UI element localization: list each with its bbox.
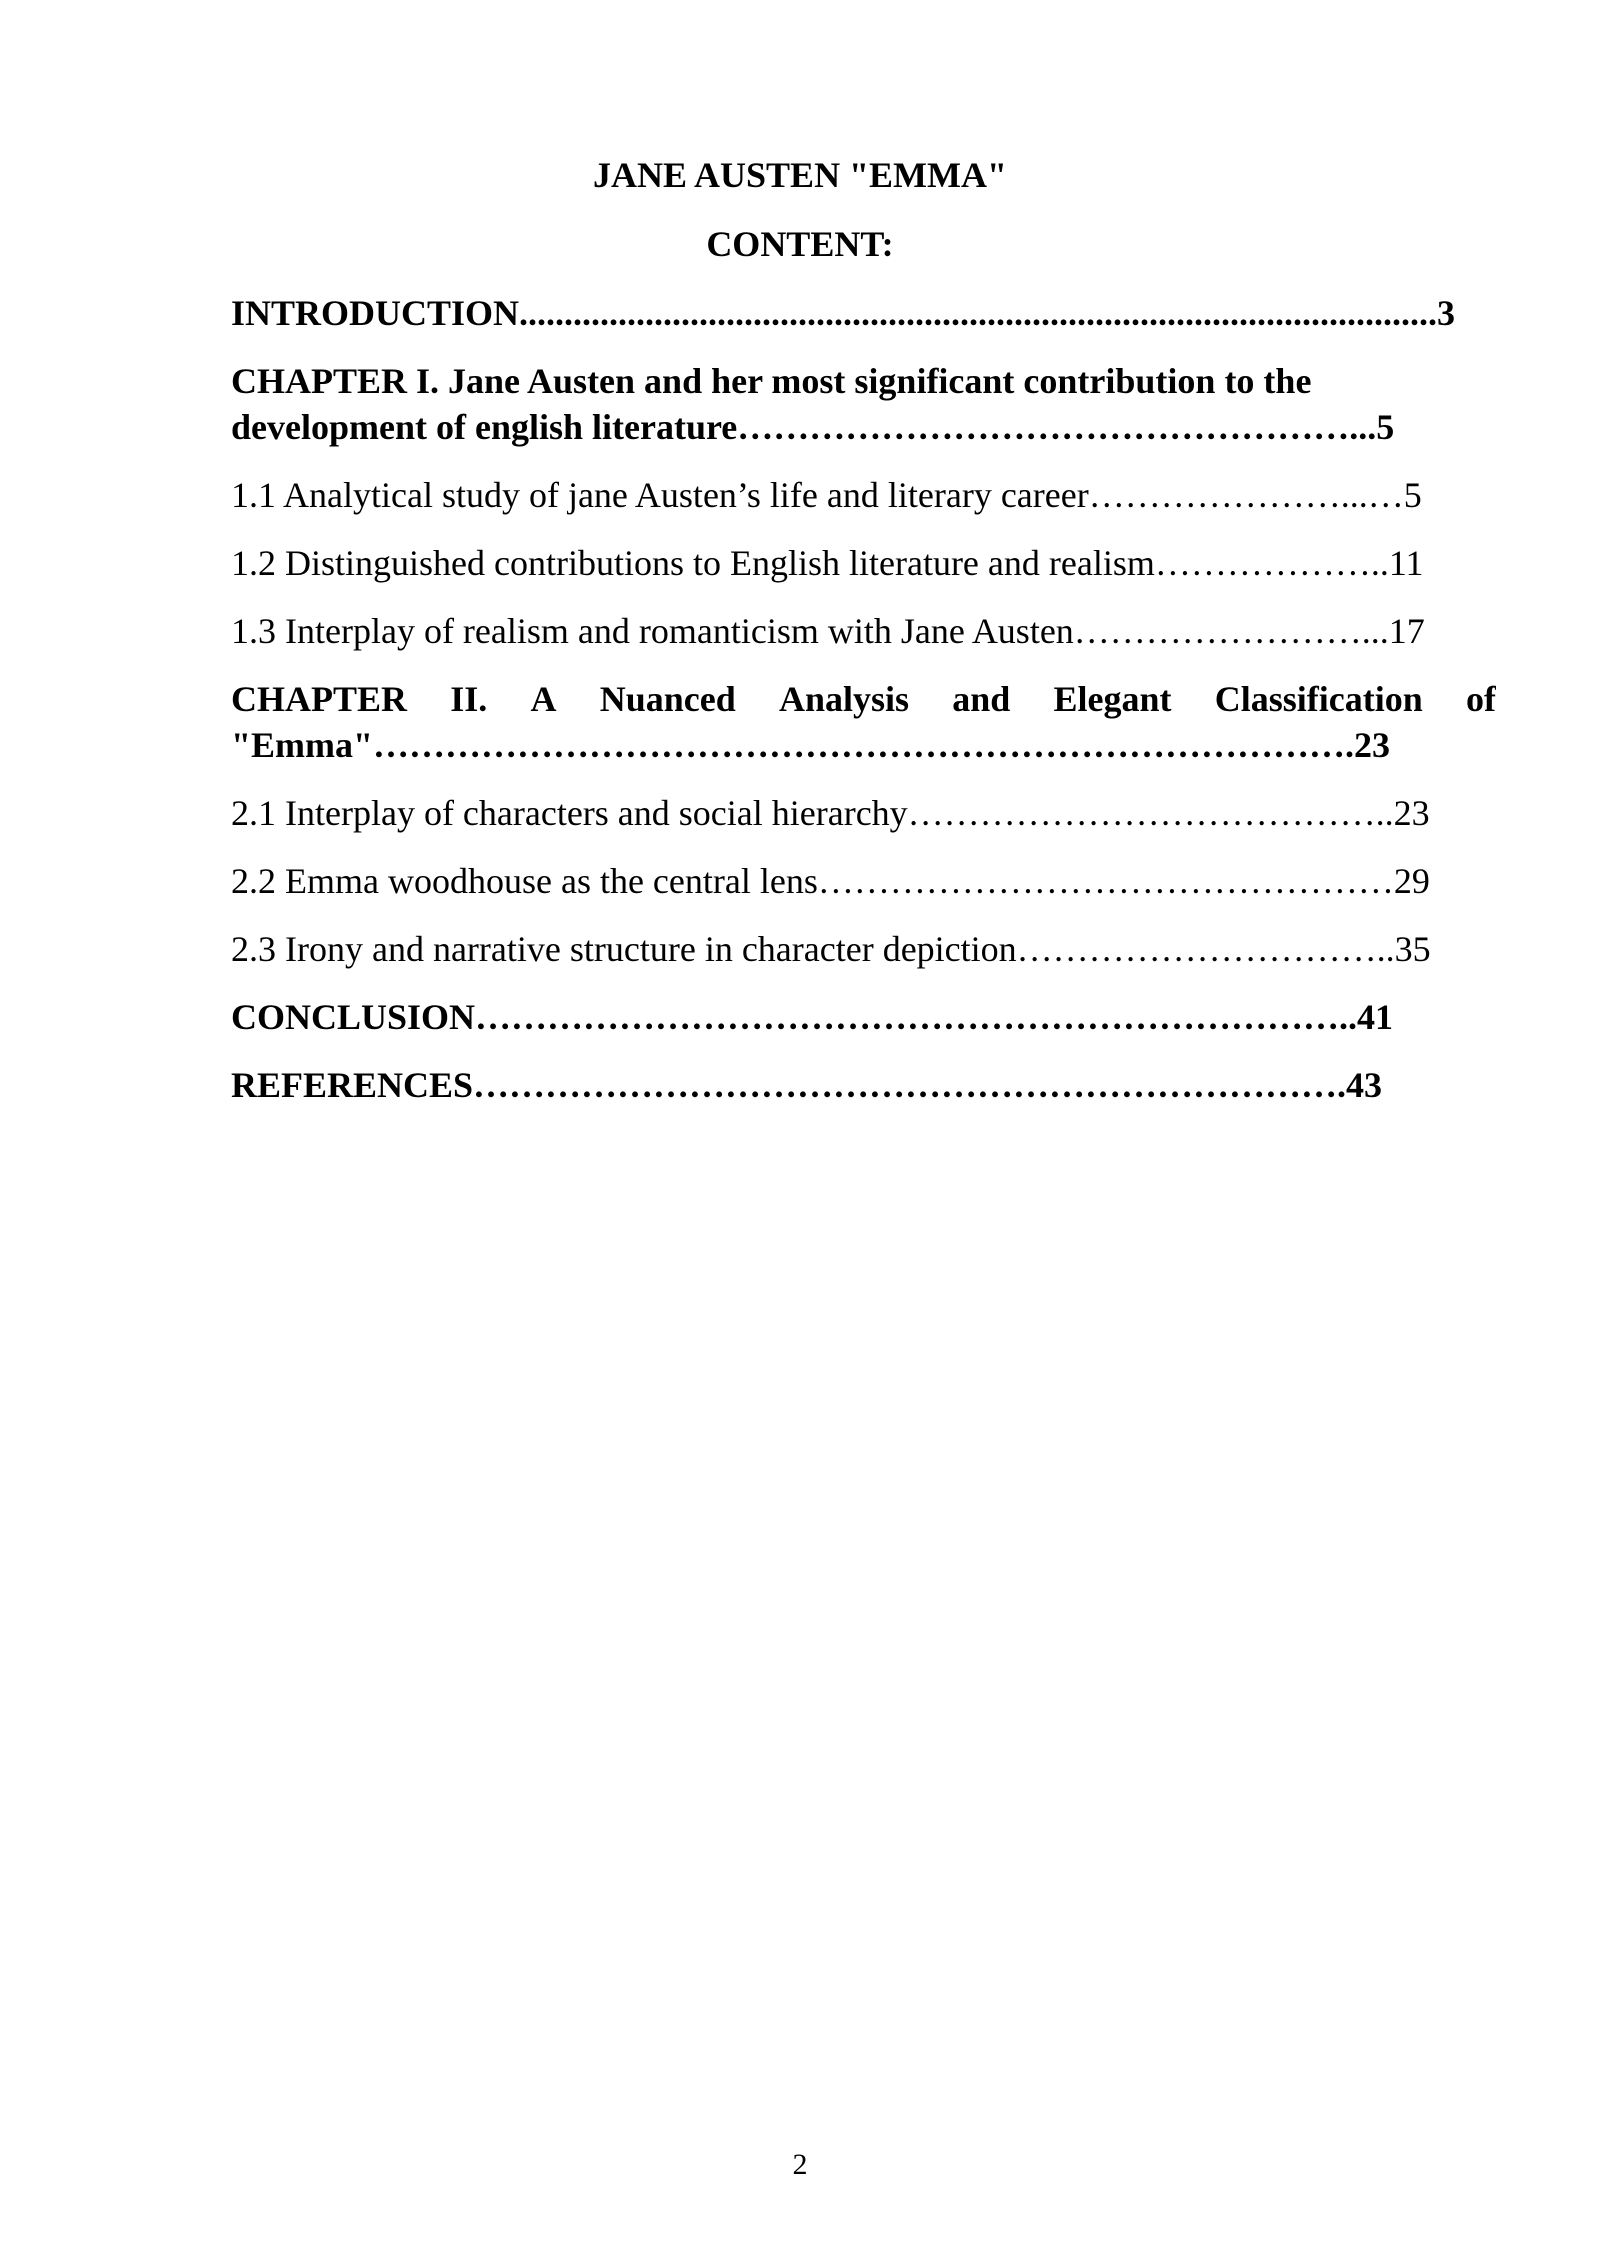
toc-entry-chapter-2-line-2: "Emma"……………………………………………………………………….23 — [231, 725, 1390, 765]
heading-word: Nuanced — [599, 679, 736, 719]
toc-entry-1-1: 1.1 Analytical study of jane Austen’s life and literary career…………………...…5 — [231, 475, 1422, 515]
heading-word: Elegant — [1053, 679, 1172, 719]
toc-entry-1-3: 1.3 Interplay of realism and romanticism with Jane Austen……………………...17 — [231, 611, 1425, 651]
heading-word: A — [530, 679, 557, 719]
toc-entry-chapter-2-line-1 — [231, 676, 1496, 722]
toc-entry-2-1: 2.1 Interplay of characters and social hierarchy…………………………………..23 — [231, 793, 1430, 833]
heading-word: CHAPTER — [231, 679, 408, 719]
toc-entry-references: REFERENCES……………………………………………………………….43 — [231, 1065, 1383, 1105]
page-number: 2 — [792, 2148, 808, 2181]
toc-entry-chapter-2 — [231, 676, 1496, 768]
document-title: JANE AUSTEN "EMMA" — [593, 155, 1007, 195]
heading-word: Classification — [1214, 679, 1423, 719]
toc-entry-conclusion: CONCLUSION………………………………………………………………..41 — [231, 997, 1394, 1037]
heading-word: Analysis — [778, 679, 909, 719]
toc-entry-2-2: 2.2 Emma woodhouse as the central lens…………………………………………29 — [231, 861, 1430, 901]
toc-entry-introduction: INTRODUCTION......................................................................................................3 — [231, 293, 1456, 333]
table-of-contents — [231, 290, 1496, 1130]
heading-word: and — [952, 679, 1011, 719]
heading-word: of — [1465, 679, 1496, 719]
toc-entry-chapter-1 — [231, 358, 1496, 450]
heading-word: II. — [450, 679, 488, 719]
toc-entry-chapter-1-line-2: development of english literature……………………………………………...5 — [231, 407, 1395, 447]
toc-entry-2-3: 2.3 Irony and narrative structure in character depiction…………………………..35 — [231, 929, 1431, 969]
toc-entry-1-2: 1.2 Distinguished contributions to English literature and realism………………..11 — [231, 543, 1424, 583]
toc-entry-chapter-1-line-1: CHAPTER I. Jane Austen and her most significant contribution to the — [231, 361, 1312, 401]
contents-heading: CONTENT: — [706, 224, 894, 264]
